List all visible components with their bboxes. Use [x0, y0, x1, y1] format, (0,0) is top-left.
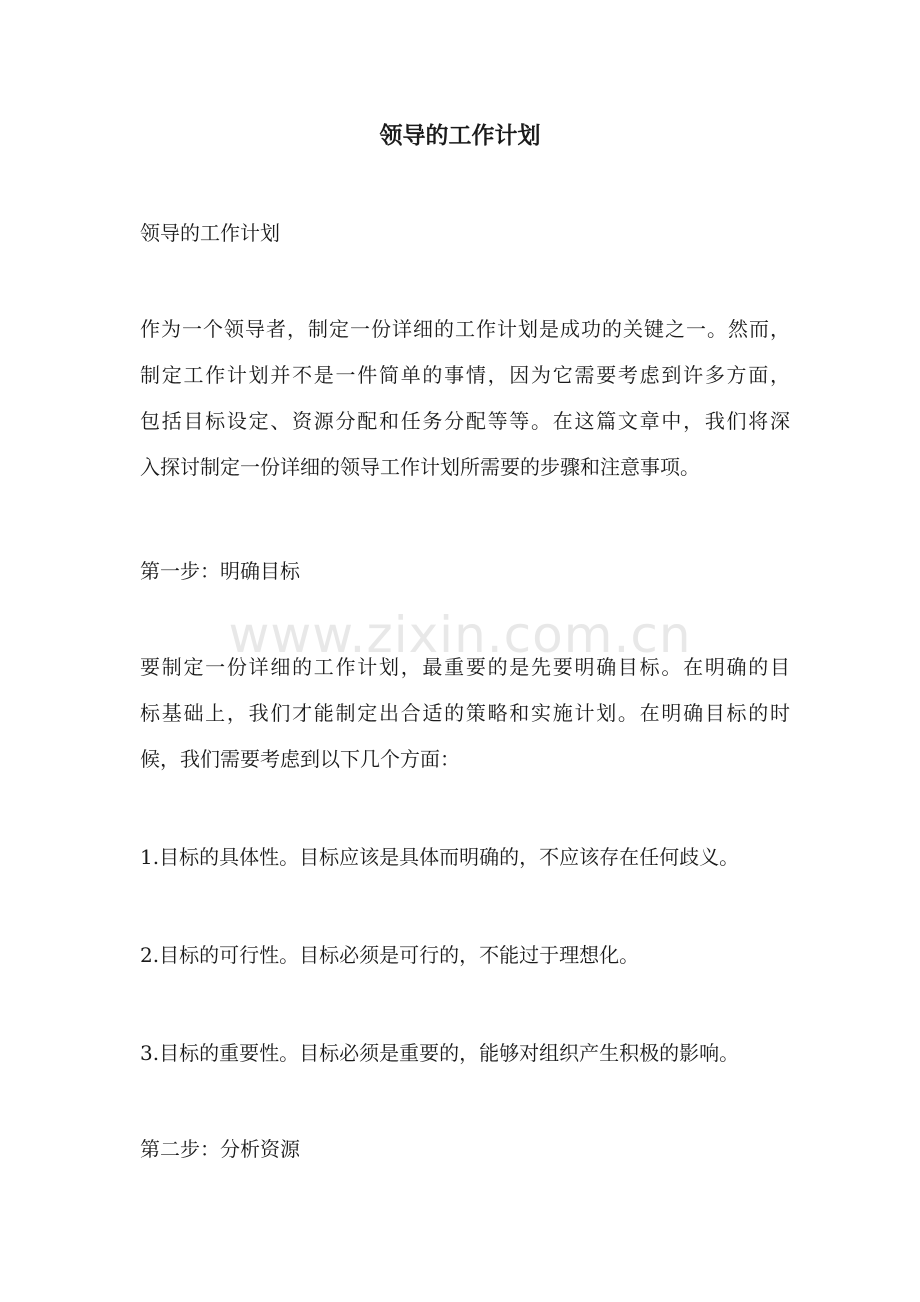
intro-line: 作为一个领导者，制定一份详细的工作计划是成功的关键之一。然而，: [140, 317, 790, 341]
list-item-importance: 3.目标的重要性。目标必须是重要的，能够对组织产生积极的影响。: [140, 1041, 740, 1065]
document-title: 领导的工作计划: [379, 123, 541, 149]
step1-line: 标基础上，我们才能制定出合适的策略和实施计划。在明确目标的时: [140, 701, 790, 725]
step1-line: 候，我们需要考虑到以下几个方面：: [140, 747, 460, 771]
step1-paragraph: [140, 644, 790, 782]
step1-heading: 第一步：明确目标: [140, 559, 300, 583]
watermark-text: www.zixin.com.cn: [228, 606, 692, 664]
step1-line: 要制定一份详细的工作计划，最重要的是先要明确目标。在明确的目: [140, 655, 790, 679]
step2-heading: 第二步：分析资源: [140, 1137, 300, 1161]
intro-line: 入探讨制定一份详细的领导工作计划所需要的步骤和注意事项。: [140, 455, 700, 479]
intro-line: 制定工作计划并不是一件简单的事情，因为它需要考虑到许多方面，: [140, 363, 790, 387]
intro-line: 包括目标设定、资源分配和任务分配等等。在这篇文章中，我们将深: [140, 409, 790, 433]
list-item-specificity: 1.目标的具体性。目标应该是具体而明确的，不应该存在任何歧义。: [140, 845, 740, 869]
list-item-feasibility: 2.目标的可行性。目标必须是可行的，不能过于理想化。: [140, 943, 640, 967]
intro-paragraph: [140, 306, 790, 490]
document-subtitle: 领导的工作计划: [140, 221, 280, 245]
